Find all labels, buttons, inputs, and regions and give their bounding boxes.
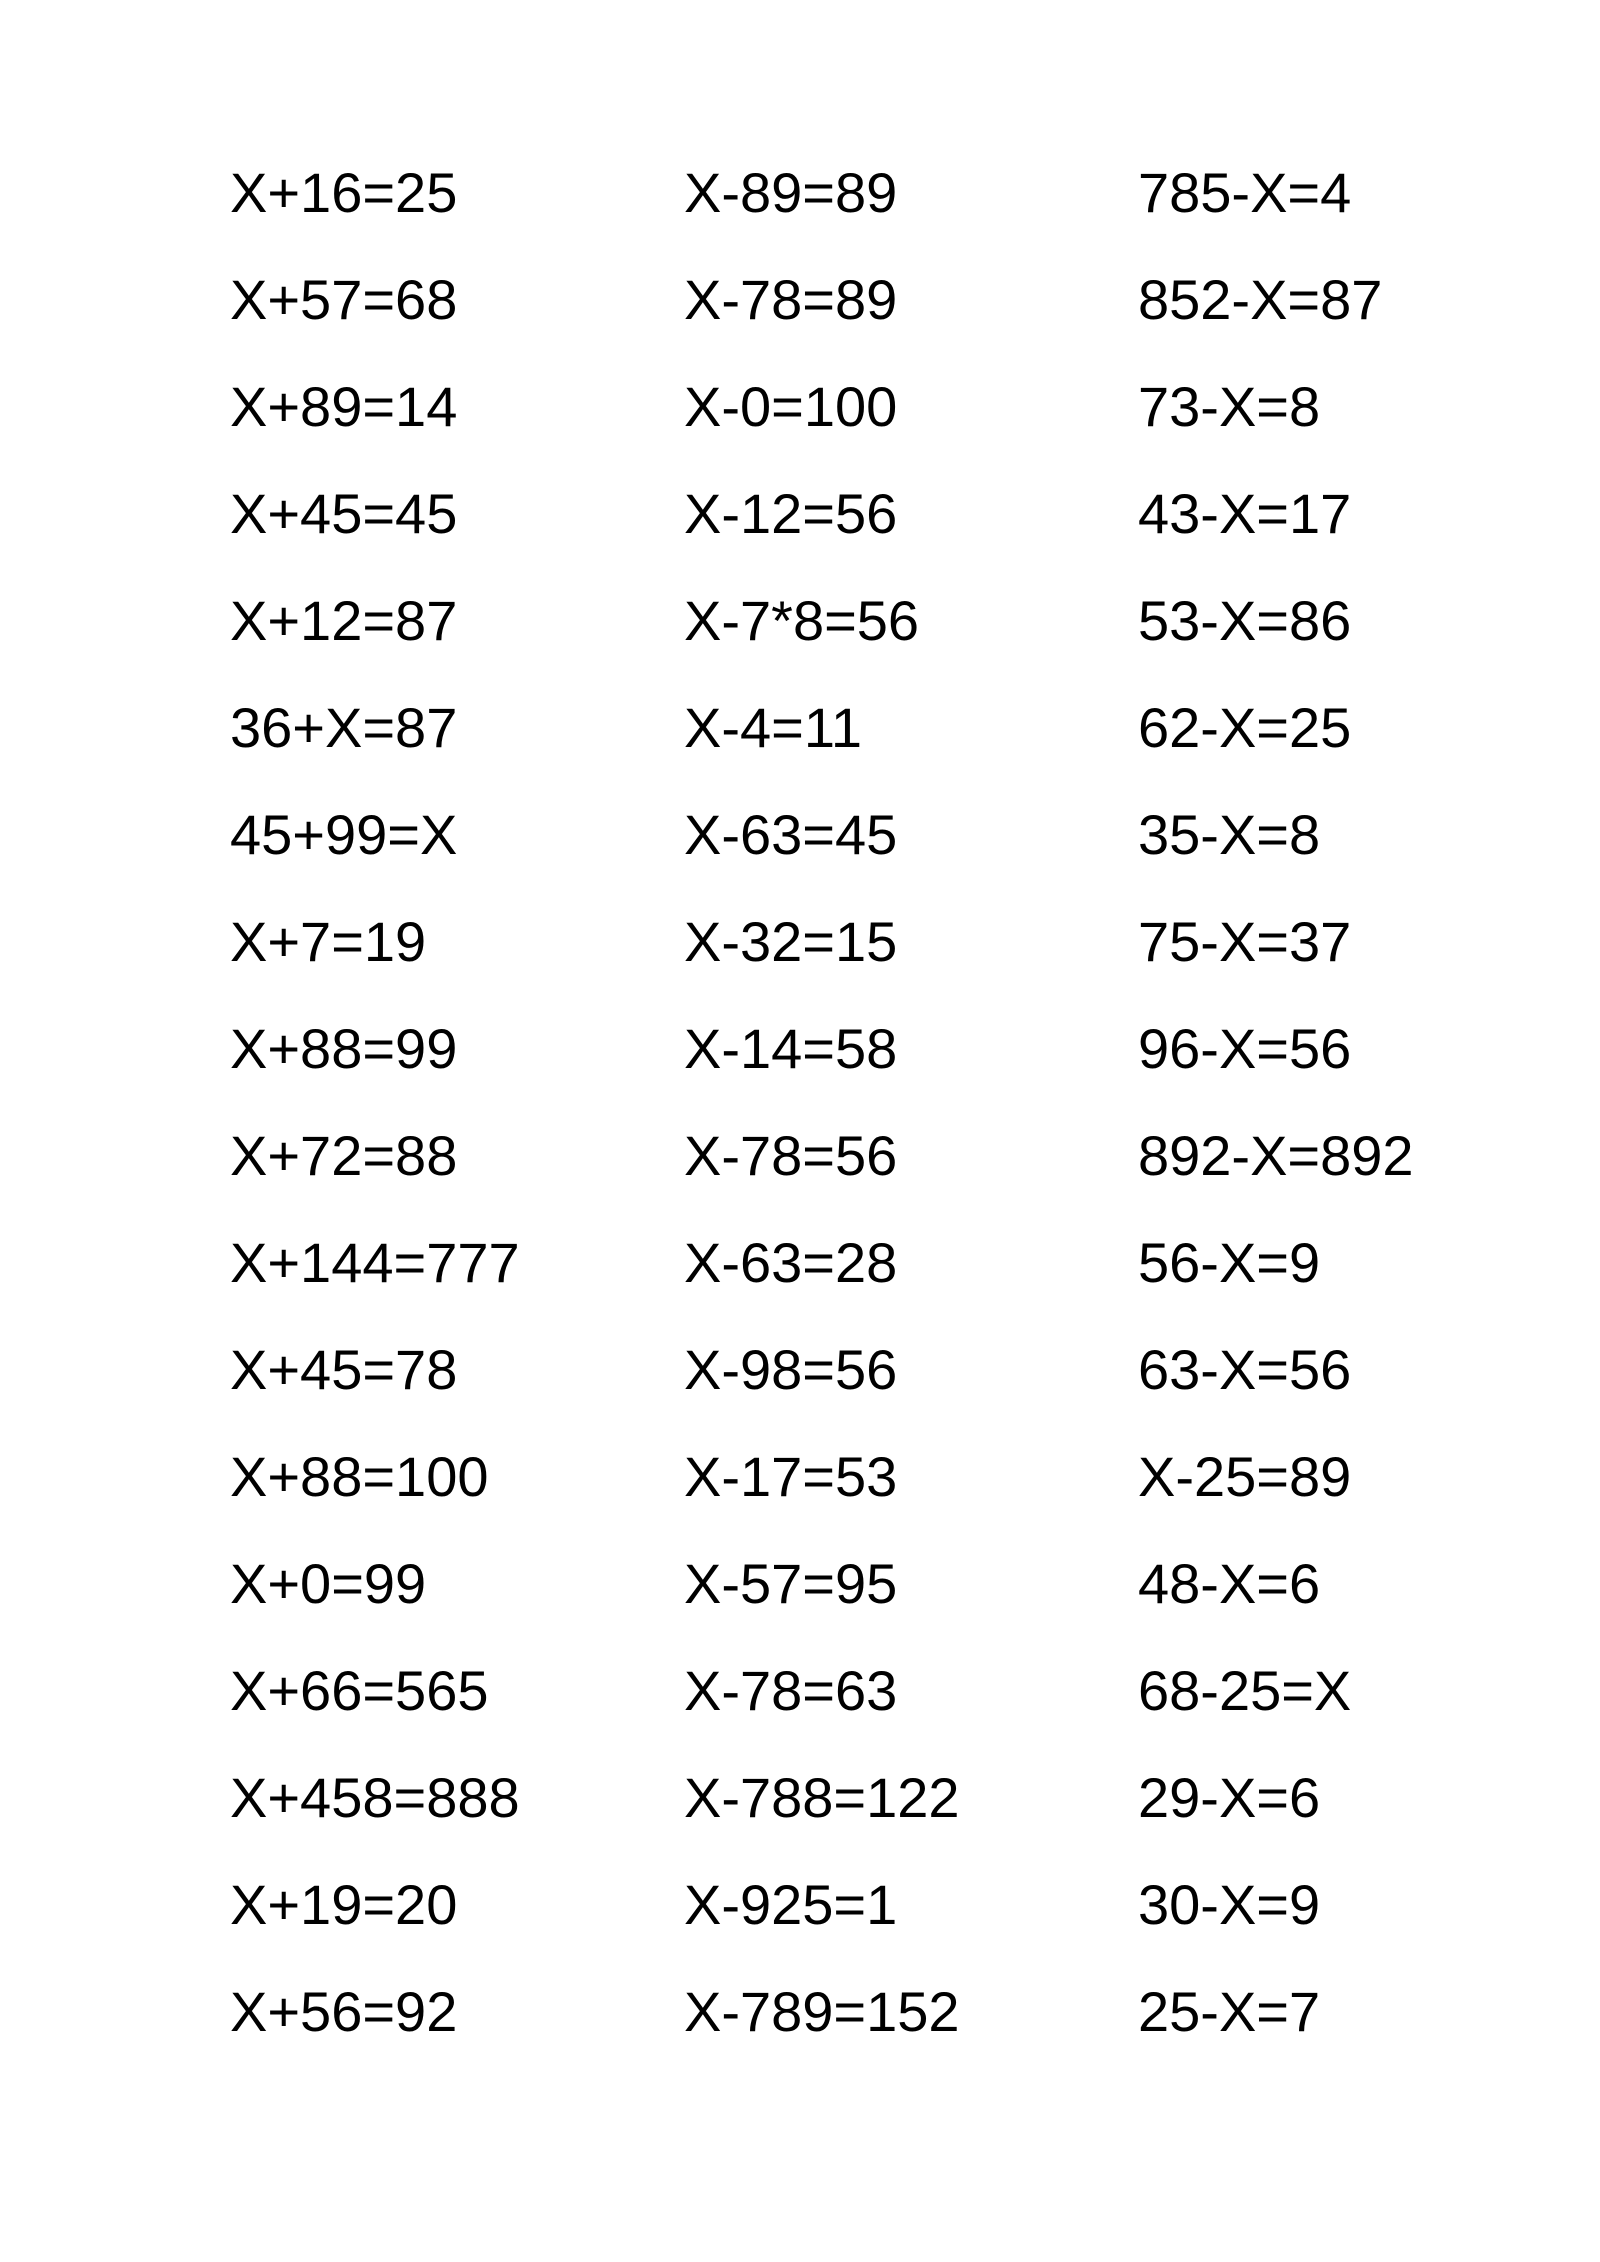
equation: X+56=92 [230,1980,458,2043]
equation: 36+X=87 [230,696,458,759]
equation: 852-X=87 [1138,268,1383,331]
equation: 785-X=4 [1138,161,1352,224]
equation: 25-X=7 [1138,1980,1321,2043]
equation: X-7*8=56 [684,589,920,652]
equation-column-3 [1138,158,1414,2084]
equation: 96-X=56 [1138,1017,1352,1080]
equation: X+72=88 [230,1124,458,1187]
equation: X+45=78 [230,1338,458,1401]
equation: X+88=99 [230,1017,458,1080]
equation: 35-X=8 [1138,803,1321,866]
equation: X+0=99 [230,1552,427,1615]
equation: 45+99=X [230,803,458,866]
equation: X+7=19 [230,910,427,973]
equation: X-17=53 [684,1445,898,1508]
equation: X-25=89 [1138,1445,1352,1508]
equation: X-32=15 [684,910,898,973]
equation: X+66=565 [230,1659,489,1722]
equation: X-78=56 [684,1124,898,1187]
equation: 68-25=X [1138,1659,1352,1722]
equation: 43-X=17 [1138,482,1352,545]
equation: X+88=100 [230,1445,489,1508]
equation: 56-X=9 [1138,1231,1321,1294]
equation: X+89=14 [230,375,458,438]
equation: X-4=11 [684,696,862,759]
equation: X+144=777 [230,1231,520,1294]
equation-column-1 [230,158,520,2084]
equation: 892-X=892 [1138,1124,1414,1187]
equation: X+45=45 [230,482,458,545]
equation: X+458=888 [230,1766,520,1829]
equation: X-57=95 [684,1552,898,1615]
equation: 48-X=6 [1138,1552,1321,1615]
equation: X-0=100 [684,375,898,438]
equation: X+12=87 [230,589,458,652]
equation: X-78=63 [684,1659,898,1722]
equation: X-63=28 [684,1231,898,1294]
equation: X-98=56 [684,1338,898,1401]
equation: 30-X=9 [1138,1873,1321,1936]
equation: X-788=122 [684,1766,960,1829]
equation: 62-X=25 [1138,696,1352,759]
equation: 73-X=8 [1138,375,1321,438]
equation: X-63=45 [684,803,898,866]
equation: X-12=56 [684,482,898,545]
equation: 29-X=6 [1138,1766,1321,1829]
equation: X+16=25 [230,161,458,224]
equation: X-78=89 [684,268,898,331]
equation: X+19=20 [230,1873,458,1936]
equation: 75-X=37 [1138,910,1352,973]
equation: X-14=58 [684,1017,898,1080]
equation-column-2 [684,158,960,2084]
equation: 63-X=56 [1138,1338,1352,1401]
equation: X+57=68 [230,268,458,331]
equation: X-89=89 [684,161,898,224]
equation: 53-X=86 [1138,589,1352,652]
equation: X-789=152 [684,1980,960,2043]
equation: X-925=1 [684,1873,898,1936]
